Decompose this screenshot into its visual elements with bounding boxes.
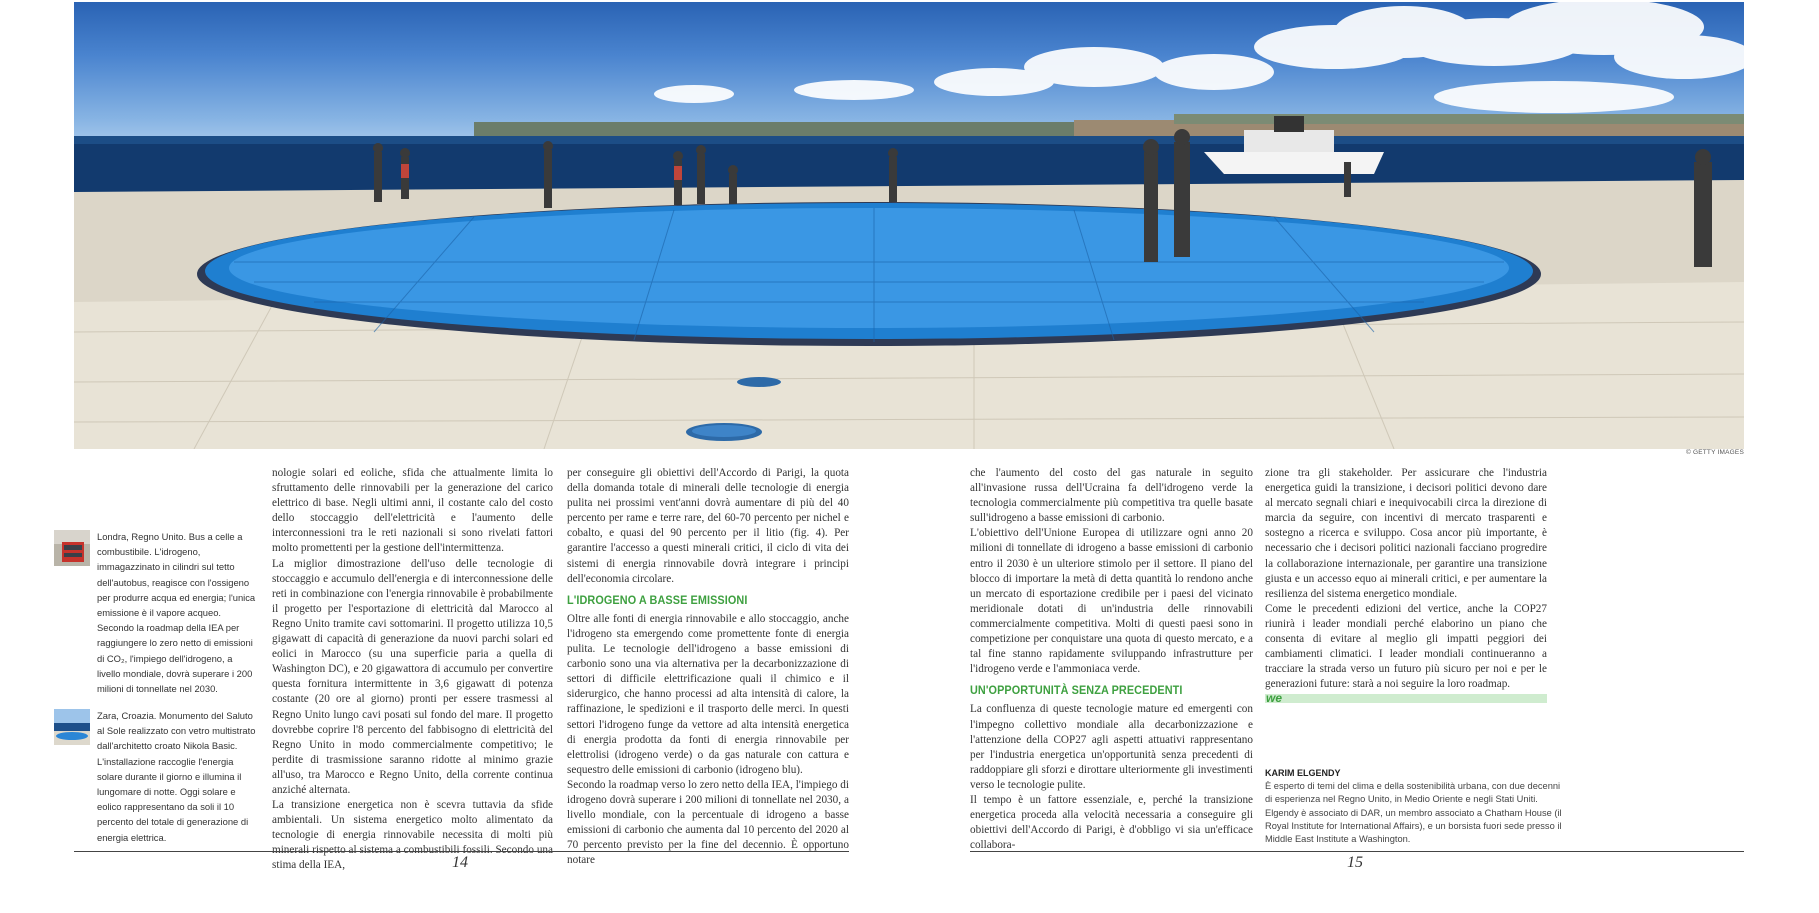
paragraph: L'obiettivo dell'Unione Europea di utilizzare ogni anno 20 milioni di tonnellate di idrogeno a basse emissioni di carbonio entro il 2030 è un ulteriore stimolo per il settore. Il piano del blocco di importare la metà di detta quantità lo rendono anche un mercato di esportazione credibile per i paesi del vicinato meridionale dotati di un'industria delle rinnovabili commercialmente competitiva. Molti di questi paesi sono in competizione per conquistare una quota di questo mercato, e a tal fine stanno rapidamente sviluppando infrastrutture per l'idrogeno verde e l'ammoniaca verde. [970, 527, 1253, 676]
caption-zara [54, 708, 254, 845]
author-name: KARIM ELGENDY [1265, 768, 1341, 778]
hero-photo [74, 2, 1744, 449]
paragraph: La miglior dimostrazione dell'uso delle tecnologie di stoccaggio e accumulo dell'energia e di interconnessione delle reti in combinazione con l'energia rinnovabile è probabilmente il progetto per l'esportazione di elettricità dal Marocco al Regno Unito tramite cavi sottomarini. Il progetto utilizza 10,5 gigawatt di capacità di generazione da nuovi parchi solari ed eolici in Marocco (su una superficie paria a quella di Washington DC), e 20 gigawattora di accumulo per convertire questa fornitura intermittente in 3,6 gigawatt di potenza costante (20 ore al giorno) pronti per essere trasmessi al Regno Unito lungo cavi posati sul fondo del mare. Il progetto dovrebbe coprire l'8 percento del fabbisogno di elettricità del Regno Unito in modo commercialmente competitivo; le perdite di trasmissione saranno ridotte al minimo grazie all'uso, tra Marocco e Regno Unito, della corrente continua anziché alternata. [272, 557, 553, 796]
paragraph: La transizione energetica non è scevra tuttavia da sfide ambientali. Un sistema energetico molto alimentato da tecnologie di energia rinnovabile necessita di molti più stima della IEA, [272, 799, 553, 872]
caption-text: Londra, Regno Unito. Bus a celle a combustibile. L'idrogeno, immagazzinato in cilindri sul tetto dell'autobus, reagisce con l'ossigeno per produrre acqua ed energia; l'unica emissione è il vapore acqueo. Secondo la roadmap della IEA per raggiungere lo zero netto di emissioni di CO₂, l'impiego dell'idrogeno, a livello mondiale, dovrà superare i 200 milioni di tonnellate nel 2030. [97, 531, 256, 695]
sea-organ-solar-disc-photo [74, 2, 1744, 449]
section-heading: L'IDROGENO A BASSE EMISSIONI [567, 592, 748, 607]
paragraph: La confluenza di queste tecnologie mature ed emergenti con l'impegno collettivo mondiale alla decarbonizzazione e l'attenzione della COP27 agli aspetti attuativi rappresentano per l'industria energetica un'opportunità senza precedenti di raddoppiare gli sforzi e dirottare ulteriormente gli investimenti verso le tecnologie pulite. [970, 703, 1253, 791]
paragraph: zione tra gli stakeholder. Per assicurare che l'industria energetica guidi la transizione, i decisori politici devono dare al mercato segnali chiari e inequivocabili circa la direzione di marcia da seguire, con incentivi di mercato trasparenti e sostegno a ricerca e sviluppo. Cosa ancor più importante, è necessario che i decisori politici nazionali facciano progredire la collaborazione internazionale, per garantire una transizione giusta e un accesso equo ai minerali critici, e per aumentare la resilienza del sistema energetico mondiale. [1265, 467, 1547, 600]
paragraph: che l'aumento del costo del gas naturale in seguito all'invasione russa dell'Ucraina fa dell'idrogeno verde la tecnologia commercialmente più competitiva tra quelle basate sull'idrogeno a basse emissioni di carbonio. [970, 467, 1253, 525]
text-column-4 [1265, 466, 1547, 692]
paragraph: Oltre alle fonti di energia rinnovabile e allo stoccaggio, anche l'idrogeno sta emergendo come promettente fonte di energia pulita. Le tecnologie dell'idrogeno a basse emissioni di carbonio sono una via alternativa per la decarbonizzazione di settori di difficile elettrificazione quali il chimico e il siderurgico, che hanno processi ad alta intensità di calore, la raffinazione, le spedizioni e il trasporto delle merci. In questi settori l'idrogeno funge da vettore ad alta intensità energetica di energia prodotta da fonti di energia rinnovabile per elettrolisi (idrogeno verde) o da gas naturale con cattura e sequestro delle emissioni di carbonio (idrogeno blu). [567, 612, 849, 776]
end-mark-bar [1265, 691, 1547, 705]
paragraph: nologie solari ed eoliche, sfida che attualmente limita lo sfruttamento delle rinnovabili per la generazione del carico elettrico di base. Negli ultimi anni, il costante calo del costo dello stoccaggio dell'elettricità e l'aumento delle interconnessioni tra le reti nazionali si sono rivelati fattori molto promettenti per la gestione dell'intermittenza. [272, 467, 553, 555]
page-number-right: 15 [1347, 854, 1363, 871]
footer-rule-right [970, 851, 1744, 852]
photo-credit: © GETTY IMAGES [1685, 449, 1744, 456]
paragraph: per conseguire gli obiettivi dell'Accordo di Parigi, la quota della domanda totale di minerali delle tecnologie di energia pulita nei prossimi vent'anni dovrà aumentare di più del 40 percento per rame e terre rare, del 60-70 percento per nichel e cobalto, e quasi del 90 percento per il litio (fig. 4). Per garantire l'accesso a questi minerali critici, il ciclo di vita dei sistemi di energia rinnovabile dovrà integrare i principi dell'economia circolare. [567, 467, 849, 585]
paragraph: Secondo la roadmap verso lo zero netto della IEA, l'impiego di idrogeno dovrà superare i 200 milioni di tonnellate nel 2030, a livello mondiale, con la percentuale di idrogeno a basse emissioni di carbonio che aumenta dal 10 percento del 2020 al 70 percento previsto per la fine del decennio. È opportuno notare [567, 778, 849, 867]
author-bio [1265, 767, 1565, 846]
paragraph: Il tempo è un fattore essenziale, e, perché la transizione energetica proceda alla velocità necessaria a conseguire gli obiettivi dell'Accordo di Parigi, è d'obbligo vi sia un'efficace collabora- [970, 793, 1253, 852]
footer-rule-left [74, 851, 849, 852]
section-heading: UN'OPPORTUNITÀ SENZA PRECEDENTI [970, 683, 1183, 698]
zara-sun-salute-photo [54, 709, 90, 745]
text-column-2 [567, 466, 849, 868]
caption-london [54, 529, 254, 696]
paragraph: Come le precedenti edizioni del vertice, anche la COP27 riunirà i leader mondiali perché elaborino un piano che consenta di evitare al meglio gli impatti peggiori dei cambiamenti climatici. I leader mondiali continueranno a tracciare la strada verso un futuro più sicuro per noi e per le generazioni future: starà a noi seguire la loro roadmap. [1265, 602, 1547, 691]
page-number-left: 14 [452, 854, 468, 871]
caption-text: Zara, Croazia. Monumento del Saluto al Sole realizzato con vetro multistrato dall'architetto croato Nikola Basic. L'installazione raccoglie l'energia solare durante il giorno e illumina il lungomare di notte. Oggi solare e eolico rappresentano da soli il 10 percento del totale di generazione di energia elettrica. [97, 710, 256, 843]
we-logo: we [1266, 691, 1283, 705]
london-bus-photo [54, 530, 90, 566]
text-column-1 [272, 466, 553, 874]
text-column-3 [970, 466, 1253, 853]
author-description: È esperto di temi del clima e della sostenibilità urbana, con due decenni di esperienza nel Regno Unito, in Medio Oriente e negli Stati Uniti. Elgendy è associato di DAR, un membro associato a Chatham House (il Royal Institute for International Affairs), e un borsista fuori sede presso il Middle East Institute a Washington. [1265, 781, 1562, 845]
